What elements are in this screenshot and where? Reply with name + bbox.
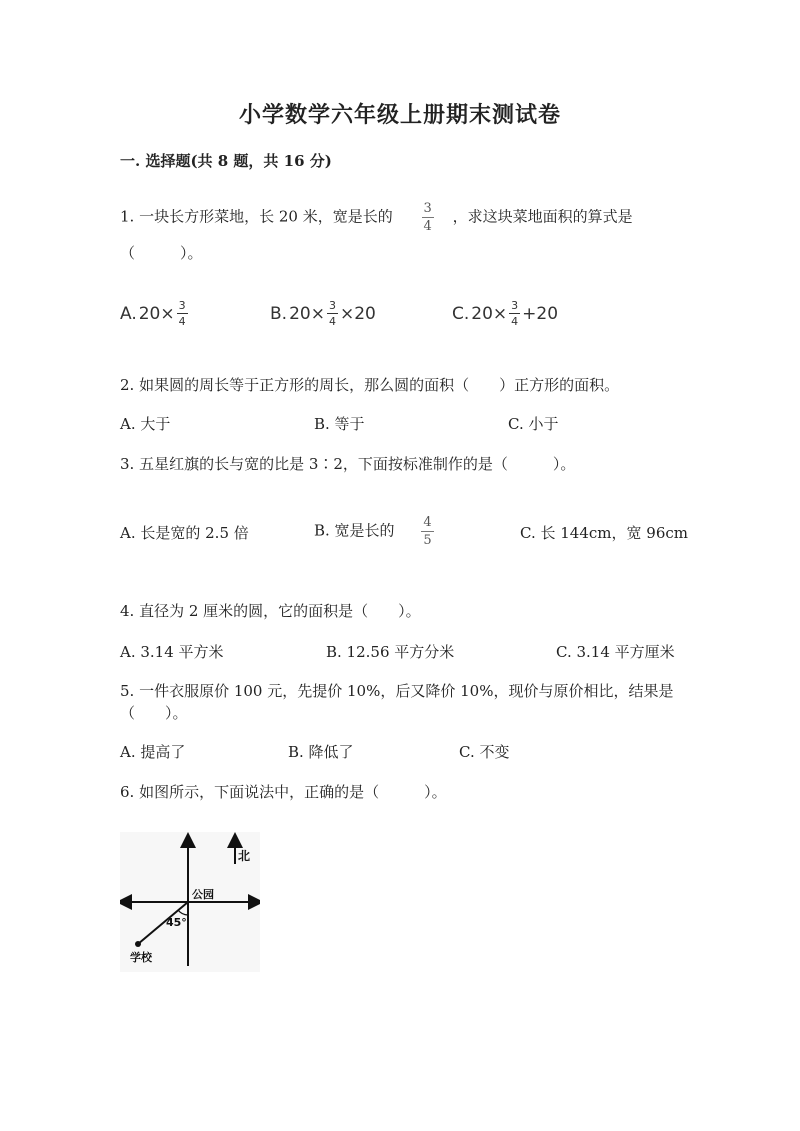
question-3-option-a[interactable]: A. 长是宽的 2.5 倍	[120, 524, 249, 542]
question-2: 2. 如果圆的周长等于正方形的周长，那么圆的面积（ ）正方形的面积。	[120, 376, 620, 394]
question-1-text-b: ，求这块菜地面积的算式是	[452, 207, 633, 226]
question-2-option-c[interactable]: C. 小于	[508, 415, 559, 433]
question-1-option-b[interactable]	[270, 300, 376, 327]
option-formula-post: +20	[522, 303, 559, 324]
question-2-option-a[interactable]: A. 大于	[120, 415, 171, 433]
fraction-denominator: 5	[423, 533, 432, 548]
question-4: 4. 直径为 2 厘米的圆，它的面积是（ ）。	[120, 602, 421, 620]
question-1	[120, 202, 633, 233]
question-2-option-b[interactable]: B. 等于	[314, 415, 365, 433]
option-formula-post: ×20	[339, 303, 376, 324]
option-formula-pre: 20×	[289, 303, 325, 324]
fraction-numerator: 4	[423, 515, 432, 530]
question-1-blank: （ ）。	[120, 244, 203, 262]
question-3: 3. 五星红旗的长与宽的比是 3∶2，下面按标准制作的是（ ）。	[120, 455, 576, 473]
fraction-denominator: 4	[328, 315, 336, 328]
question-1-fraction	[422, 202, 434, 233]
question-3-option-c[interactable]: C. 长 144cm，宽 96cm	[520, 524, 688, 542]
fraction-numerator: 3	[423, 201, 432, 216]
option-fraction	[421, 516, 433, 547]
option-label: C.	[452, 303, 470, 324]
section-heading: 一. 选择题(共 8 题，共 16 分)	[120, 152, 332, 170]
question-1-text-a: 1. 一块长方形菜地，长 20 米，宽是长的	[120, 207, 393, 226]
fraction-denominator: 4	[423, 219, 432, 234]
option-text: B. 宽是长的	[314, 521, 395, 540]
question-4-option-c[interactable]: C. 3.14 平方厘米	[556, 643, 675, 661]
option-fraction	[177, 300, 188, 327]
north-label: 北	[238, 849, 251, 863]
option-label: B.	[270, 303, 288, 324]
angle-label: 45°	[166, 916, 187, 929]
direction-diagram	[120, 832, 260, 972]
angle-arc	[178, 910, 188, 915]
fraction-numerator: 3	[328, 299, 336, 312]
fraction-numerator: 3	[178, 299, 186, 312]
option-fraction	[509, 300, 520, 327]
question-1-option-c[interactable]	[452, 300, 558, 327]
fraction-numerator: 3	[511, 299, 519, 312]
question-4-option-b[interactable]: B. 12.56 平方分米	[326, 643, 455, 661]
question-4-option-a[interactable]: A. 3.14 平方米	[120, 643, 224, 661]
question-1-option-a[interactable]	[120, 300, 188, 327]
park-label: 公园	[192, 888, 214, 901]
question-3-option-b[interactable]	[314, 516, 434, 547]
school-label: 学校	[130, 951, 152, 964]
question-5-blank: （ ）。	[120, 704, 188, 722]
question-5-option-a[interactable]: A. 提高了	[120, 743, 186, 761]
option-fraction	[327, 300, 338, 327]
school-point	[135, 941, 141, 947]
question-5: 5. 一件衣服原价 100 元，先提价 10%，后又降价 10%，现价与原价相比，结果是	[120, 682, 674, 700]
option-formula-pre: 20×	[471, 303, 508, 324]
option-formula-pre: 20×	[138, 303, 175, 324]
question-6: 6. 如图所示，下面说法中，正确的是（ ）。	[120, 783, 447, 801]
question-5-option-b[interactable]: B. 降低了	[288, 743, 354, 761]
option-label: A.	[120, 303, 137, 324]
fraction-denominator: 4	[511, 315, 519, 328]
page-title: 小学数学六年级上册期末测试卷	[238, 102, 561, 128]
question-5-option-c[interactable]: C. 不变	[459, 743, 510, 761]
fraction-denominator: 4	[178, 315, 186, 328]
direction-figure	[120, 832, 260, 972]
